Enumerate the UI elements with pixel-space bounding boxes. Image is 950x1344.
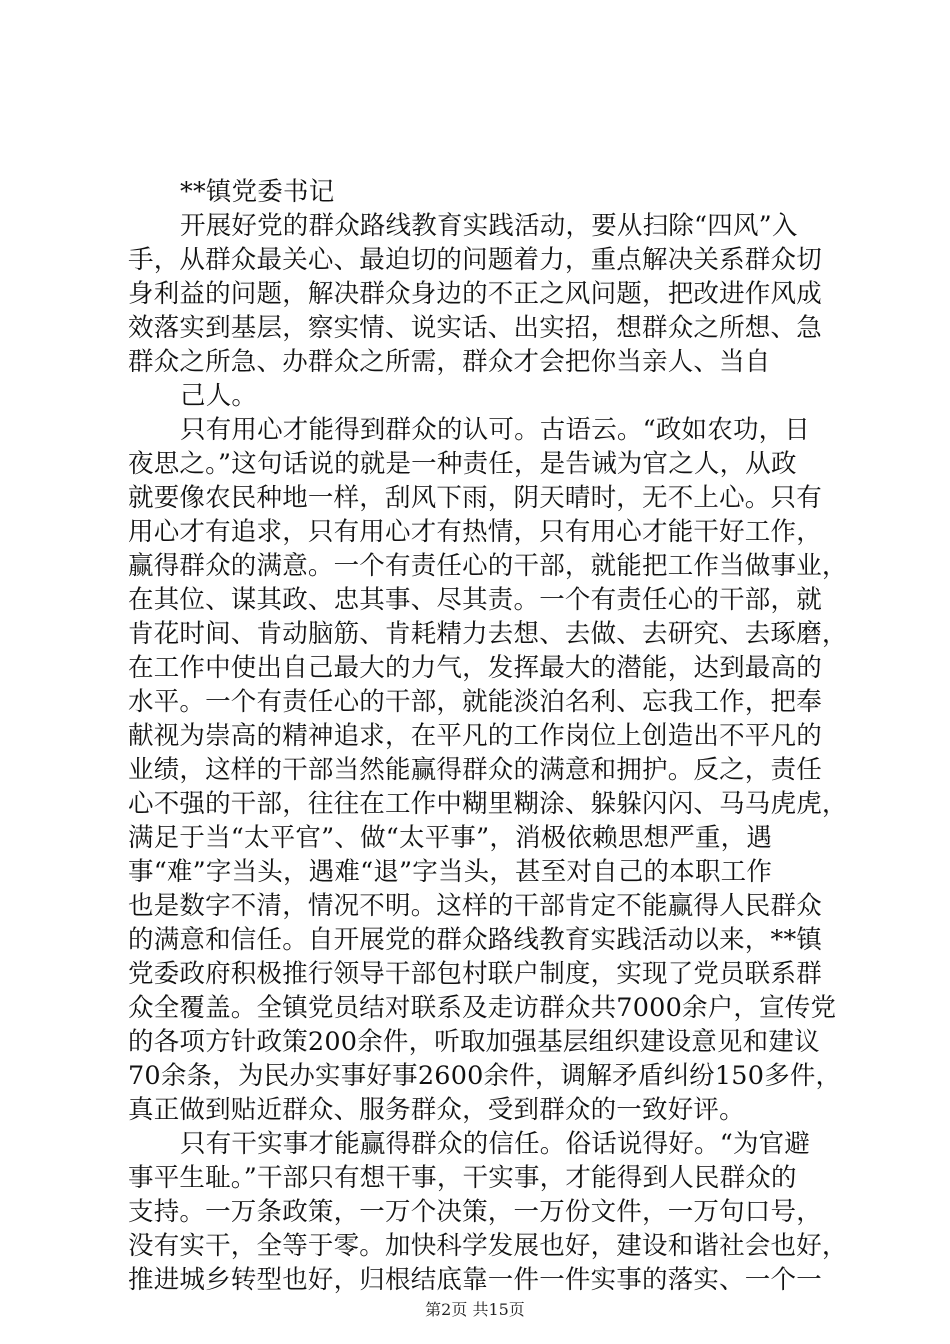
paragraph-line: 业绩，这样的干部当然能赢得群众的满意和拥护。反之，责任 bbox=[128, 755, 822, 785]
paragraph-line: 满足于当“太平官”、做“太平事”，消极依赖思想严重，遇 bbox=[128, 823, 773, 853]
paragraph-line: 夜思之。”这句话说的就是一种责任，是告诫为官之人，从政 bbox=[128, 449, 797, 479]
paragraph-line: 真正做到贴近群众、服务群众，受到群众的一致好评。 bbox=[128, 1095, 745, 1125]
paragraph-line: 身利益的问题，解决群众身边的不正之风问题，把改进作风成 bbox=[128, 279, 822, 309]
paragraph-line: 在工作中使出自己最大的力气，发挥最大的潜能，达到最高的 bbox=[128, 653, 822, 683]
paragraph-line: 在其位、谋其政、忠其事、尽其责。一个有责任心的干部，就 bbox=[128, 585, 822, 615]
paragraph-line: 事“难”字当头，遇难“退”字当头，甚至对自己的本职工作 bbox=[128, 857, 773, 887]
paragraph-line: 肯花时间、肯动脑筋、肯耗精力去想、去做、去研究、去琢磨， bbox=[128, 619, 848, 649]
paragraph-line: 就要像农民种地一样，刮风下雨，阴天晴时，无不上心。只有 bbox=[128, 483, 822, 513]
paragraph-line: 事平生耻。”干部只有想干事，干实事，才能得到人民群众的 bbox=[128, 1163, 797, 1193]
paragraph-line: 手，从群众最关心、最迫切的问题着力，重点解决关系群众切 bbox=[128, 245, 822, 275]
paragraph-line: 的满意和信任。自开展党的群众路线教育实践活动以来，**镇 bbox=[128, 925, 823, 955]
paragraph-line: 党委政府积极推行领导干部包村联户制度，实现了党员联系群 bbox=[128, 959, 822, 989]
paragraph-line: 用心才有追求，只有用心才有热情，只有用心才能干好工作， bbox=[128, 517, 822, 547]
paragraph-line: 也是数字不清，情况不明。这样的干部肯定不能赢得人民群众 bbox=[128, 891, 822, 921]
page-number-footer: 第2页 共15页 bbox=[425, 1300, 525, 1319]
paragraph-line: 心不强的干部，往往在工作中糊里糊涂、躲躲闪闪、马马虎虎， bbox=[128, 789, 848, 819]
paragraph-line: 开展好党的群众路线教育实践活动，要从扫除“四风”入 bbox=[180, 211, 798, 241]
paragraph-line: 只有用心才能得到群众的认可。古语云。“政如农功，日 bbox=[180, 415, 811, 445]
paragraph-line: 支持。一万条政策，一万个决策，一万份文件，一万句口号， bbox=[128, 1197, 822, 1227]
paragraph-line: 水平。一个有责任心的干部，就能淡泊名利、忘我工作，把奉 bbox=[128, 687, 822, 717]
paragraph-line: 的各项方针政策200余件，听取加强基层组织建设意见和建议 bbox=[128, 1027, 820, 1057]
paragraph-line: 己人。 bbox=[180, 381, 258, 411]
paragraph-line: 赢得群众的满意。一个有责任心的干部，就能把工作当做事业， bbox=[128, 551, 848, 581]
paragraph-line: 70余条，为民办实事好事2600余件，调解矛盾纠纷150多件， bbox=[128, 1061, 842, 1091]
paragraph-line: 效落实到基层，察实情、说实话、出实招，想群众之所想、急 bbox=[128, 313, 822, 343]
paragraph-line: 群众之所急、办群众之所需，群众才会把你当亲人、当自 bbox=[128, 347, 771, 377]
paragraph-line: 献视为崇高的精神追求，在平凡的工作岗位上创造出不平凡的 bbox=[128, 721, 822, 751]
paragraph-line: 推进城乡转型也好，归根结底靠一件一件实事的落实、一个一 bbox=[128, 1265, 822, 1295]
section-heading: **镇党委书记 bbox=[180, 177, 335, 207]
paragraph-line: 只有干实事才能赢得群众的信任。俗话说得好。“为官避 bbox=[180, 1129, 811, 1159]
paragraph-line: 众全覆盖。全镇党员结对联系及走访群众共7000余户，宣传党 bbox=[128, 993, 837, 1023]
paragraph-line: 没有实干，全等于零。加快科学发展也好，建设和谐社会也好， bbox=[128, 1231, 848, 1261]
